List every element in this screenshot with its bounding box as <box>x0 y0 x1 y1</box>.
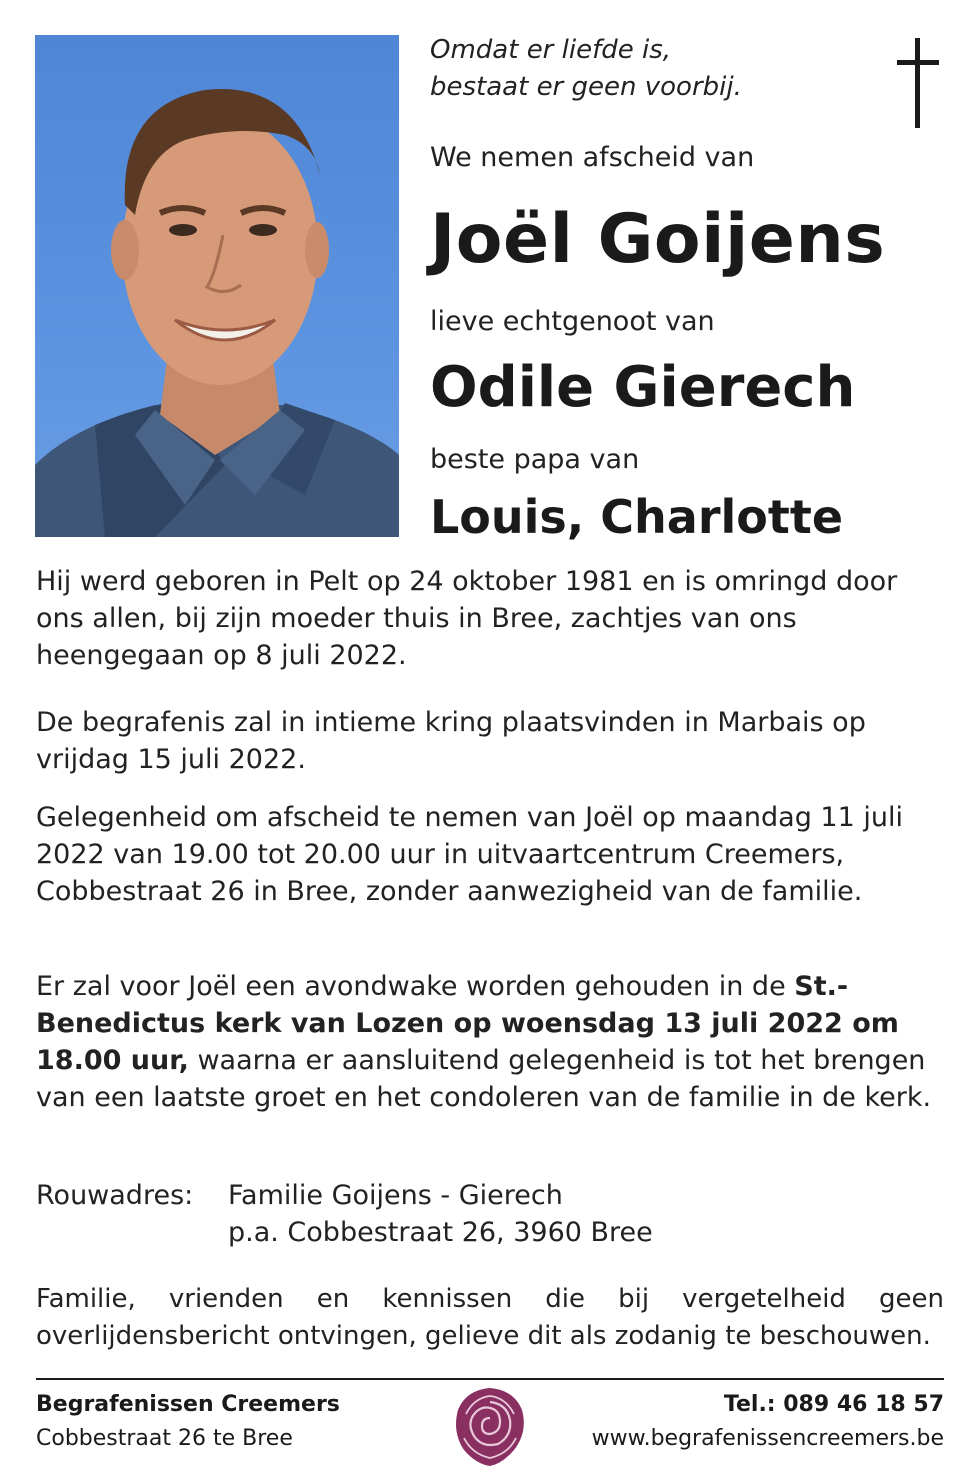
paragraph-text: Gelegenheid om afscheid te nemen van Joël op maandag 11 juli 2022 van 19.00 tot 20.00 uur in uitvaartcentrum Creemers, Cobbestraat 26 in Bree, zonder aanwezigheid van de familie. <box>36 802 903 907</box>
spouse-label: lieve echtgenoot van <box>430 306 715 337</box>
quote-line-2: bestaat er geen voorbij. <box>430 72 742 102</box>
spouse-name: Odile Gierech <box>430 355 856 420</box>
paragraph-text: Hij werd geboren in Pelt op 24 oktober 1981 en is omringd door ons allen, bij zijn moeder thuis in Bree, zachtjes van ons heengegaan op 8 juli 2022. <box>36 566 898 671</box>
visitation-paragraph <box>36 799 944 910</box>
birth-death-paragraph <box>36 563 944 674</box>
children-label: beste papa van <box>430 444 640 475</box>
quote-line-1: Omdat er liefde is, <box>430 35 672 65</box>
mourning-address <box>36 1177 653 1251</box>
children-names: Louis, Charlotte <box>430 490 844 544</box>
portrait-illustration <box>35 35 399 537</box>
vigil-text-end: waarna er aansluitend gelegenheid is tot het brengen van een laatste groet en het condoleren van de familie in de kerk. <box>36 1045 932 1113</box>
deceased-name: Joël Goijens <box>430 200 886 279</box>
notice-paragraph: Familie, vrienden en kennissen die bij vergetelheid geen overlijdensbericht ontvingen, gelieve dit als zodanig te beschouwen. <box>36 1284 944 1351</box>
paragraph-text: De begrafenis zal in intieme kring plaatsvinden in Marbais op vrijdag 15 juli 2022. <box>36 707 866 775</box>
address-line-1: Familie Goijens - Gierech <box>228 1180 563 1211</box>
address-label: Rouwadres: <box>36 1180 194 1211</box>
address-line-2: p.a. Cobbestraat 26, 3960 Bree <box>228 1217 653 1248</box>
funeral-paragraph <box>36 704 944 778</box>
intro-text: We nemen afscheid van <box>430 142 755 173</box>
rose-logo-icon <box>452 1384 528 1468</box>
vigil-text-bold: St.-Benedictus kerk van Lozen op woensdag 13 juli 2022 om 18.00 uur, <box>36 971 899 1076</box>
portrait-photo <box>35 35 399 537</box>
footer-divider <box>36 1378 944 1380</box>
vigil-text-start: Er zal voor Joël een avondwake worden gehouden in de <box>36 971 795 1002</box>
vigil-paragraph <box>36 968 944 1116</box>
company-phone: Tel.: 089 46 18 57 <box>723 1392 944 1417</box>
memorial-quote <box>430 32 742 106</box>
latin-cross-icon <box>895 38 941 128</box>
company-street: Cobbestraat 26 te Bree <box>36 1426 293 1451</box>
company-name: Begrafenissen Creemers <box>36 1392 340 1417</box>
company-website[interactable]: www.begrafenissencreemers.be <box>591 1426 944 1451</box>
